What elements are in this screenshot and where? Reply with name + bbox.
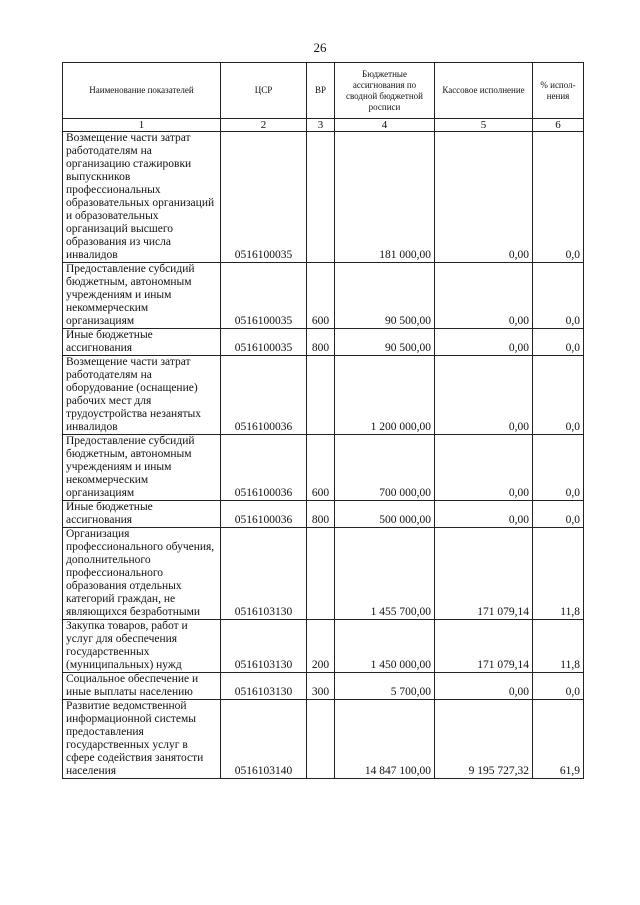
table-row — [63, 435, 584, 501]
row-vr-cell — [307, 528, 335, 620]
row-budget-cell: 5 700,00 — [335, 673, 435, 700]
row-budget-cell: 181 000,00 — [335, 132, 435, 263]
row-csr-cell: 0516103130 — [221, 620, 307, 673]
row-vr-cell: 600 — [307, 263, 335, 329]
column-number: 2 — [221, 119, 307, 132]
row-vr-cell: 200 — [307, 620, 335, 673]
row-vr-cell: 800 — [307, 501, 335, 528]
row-budget-cell: 14 847 100,00 — [335, 700, 435, 779]
row-name-cell: Развитие ведомственной информационной системы предоставления государственных услуг в сфере содействия занятости населения — [63, 700, 221, 779]
row-vr-cell — [307, 132, 335, 263]
header-name: Наименование показателей — [63, 63, 221, 119]
row-cash-cell: 0,00 — [435, 673, 533, 700]
row-percent-cell: 0,0 — [533, 673, 584, 700]
column-number: 1 — [63, 119, 221, 132]
row-percent-cell: 0,0 — [533, 501, 584, 528]
row-csr-cell: 0516103130 — [221, 528, 307, 620]
table-row — [63, 673, 584, 700]
row-cash-cell: 171 079,14 — [435, 620, 533, 673]
row-vr-cell — [307, 700, 335, 779]
row-budget-cell: 1 200 000,00 — [335, 356, 435, 435]
column-numbers-row — [63, 119, 584, 132]
row-cash-cell: 0,00 — [435, 435, 533, 501]
row-vr-cell: 800 — [307, 329, 335, 356]
header-csr: ЦСР — [221, 63, 307, 119]
row-budget-cell: 700 000,00 — [335, 435, 435, 501]
column-number: 4 — [335, 119, 435, 132]
row-name-cell: Предоставление субсидий бюджетным, автономным учреждениям и иным некоммерческим организациям — [63, 263, 221, 329]
row-csr-cell: 0516100036 — [221, 435, 307, 501]
row-name-cell: Иные бюджетные ассигнования — [63, 329, 221, 356]
row-name-cell: Предоставление субсидий бюджетным, автономным учреждениям и иным некоммерческим организациям — [63, 435, 221, 501]
row-name-cell: Социальное обеспечение и иные выплаты населению — [63, 673, 221, 700]
row-cash-cell: 0,00 — [435, 329, 533, 356]
row-percent-cell: 61,9 — [533, 700, 584, 779]
header-percent: % испол-нения — [533, 63, 584, 119]
table-row — [63, 700, 584, 779]
row-budget-cell: 90 500,00 — [335, 329, 435, 356]
table-header-row — [63, 63, 584, 119]
row-name-cell: Возмещение части затрат работодателям на организацию стажировки выпускников профессиональных образовательных организаций и образовательных организаций высшего образования из числа инвалидов — [63, 132, 221, 263]
row-csr-cell: 0516100035 — [221, 329, 307, 356]
row-budget-cell: 1 455 700,00 — [335, 528, 435, 620]
row-csr-cell: 0516100035 — [221, 132, 307, 263]
row-budget-cell: 500 000,00 — [335, 501, 435, 528]
row-csr-cell: 0516100036 — [221, 501, 307, 528]
header-budget: Бюджетные ассигнования по сводной бюджетной росписи — [335, 63, 435, 119]
row-cash-cell: 9 195 727,32 — [435, 700, 533, 779]
table-row — [63, 263, 584, 329]
row-cash-cell: 0,00 — [435, 356, 533, 435]
row-cash-cell: 171 079,14 — [435, 528, 533, 620]
row-percent-cell: 0,0 — [533, 263, 584, 329]
header-cash: Кассовое исполнение — [435, 63, 533, 119]
table-row — [63, 528, 584, 620]
row-percent-cell: 0,0 — [533, 435, 584, 501]
budget-execution-table — [62, 62, 584, 779]
row-percent-cell: 0,0 — [533, 132, 584, 263]
row-cash-cell: 0,00 — [435, 132, 533, 263]
column-number: 6 — [533, 119, 584, 132]
row-percent-cell: 0,0 — [533, 329, 584, 356]
row-csr-cell: 0516100035 — [221, 263, 307, 329]
table-row — [63, 620, 584, 673]
column-number: 5 — [435, 119, 533, 132]
page-number: 26 — [313, 40, 327, 55]
row-budget-cell: 90 500,00 — [335, 263, 435, 329]
row-vr-cell: 600 — [307, 435, 335, 501]
row-csr-cell: 0516103140 — [221, 700, 307, 779]
row-cash-cell: 0,00 — [435, 263, 533, 329]
row-name-cell: Закупка товаров, работ и услуг для обеспечения государственных (муниципальных) нужд — [63, 620, 221, 673]
row-percent-cell: 0,0 — [533, 356, 584, 435]
table-row — [63, 501, 584, 528]
row-percent-cell: 11,8 — [533, 620, 584, 673]
row-name-cell: Иные бюджетные ассигнования — [63, 501, 221, 528]
table-row — [63, 132, 584, 263]
column-number: 3 — [307, 119, 335, 132]
row-name-cell: Возмещение части затрат работодателям на оборудование (оснащение) рабочих мест для трудоустройства незанятых инвалидов — [63, 356, 221, 435]
row-csr-cell: 0516103130 — [221, 673, 307, 700]
row-percent-cell: 11,8 — [533, 528, 584, 620]
row-csr-cell: 0516100036 — [221, 356, 307, 435]
row-name-cell: Организация профессионального обучения, дополнительного профессионального образования отдельных категорий граждан, не являющихся безработными — [63, 528, 221, 620]
row-budget-cell: 1 450 000,00 — [335, 620, 435, 673]
table-row — [63, 329, 584, 356]
header-vr: ВР — [307, 63, 335, 119]
row-cash-cell: 0,00 — [435, 501, 533, 528]
table-row — [63, 356, 584, 435]
row-vr-cell — [307, 356, 335, 435]
row-vr-cell: 300 — [307, 673, 335, 700]
